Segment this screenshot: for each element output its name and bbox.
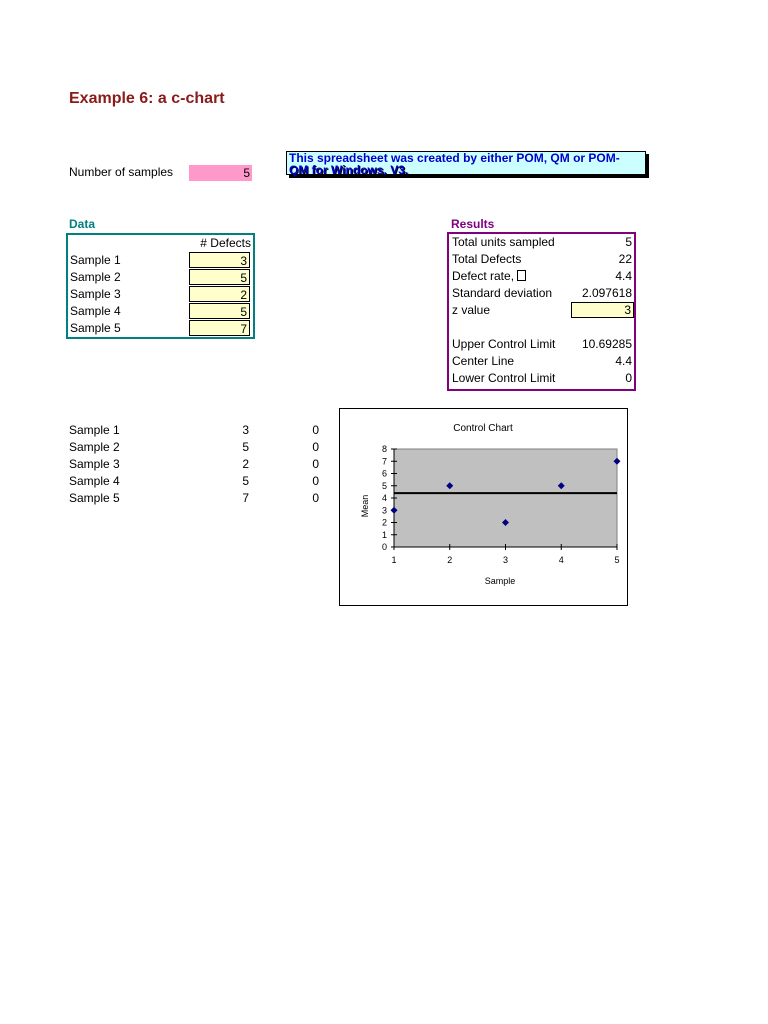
lower-value: 3 — [242, 423, 249, 437]
plot-area — [394, 449, 617, 547]
result-row — [449, 353, 634, 370]
result-value: 22 — [618, 252, 632, 266]
sample-name: Sample 4 — [70, 304, 121, 318]
lower-value: 2 — [242, 457, 249, 471]
lower-value: 5 — [242, 474, 249, 488]
data-row — [68, 269, 253, 286]
result-value: 5 — [625, 235, 632, 249]
control-chart[interactable] — [339, 408, 628, 606]
y-tick-label: 2 — [381, 517, 387, 528]
notice-line-2: QM for Windows, V3. — [289, 163, 409, 177]
lower-value: 7 — [242, 491, 249, 505]
result-row — [449, 268, 634, 285]
lambda-box-icon — [517, 270, 526, 281]
result-value: 10.69285 — [581, 337, 632, 351]
sample-name: Sample 2 — [70, 270, 121, 284]
result-row — [449, 336, 634, 353]
x-axis-label: Sample — [484, 576, 516, 586]
defect-rate-label: Defect rate, — [452, 269, 518, 283]
chart-title: Control Chart — [453, 423, 513, 434]
y-tick-label: 6 — [381, 468, 387, 479]
data-row — [68, 252, 253, 269]
result-value: 4.4 — [615, 269, 632, 283]
y-tick-label: 7 — [381, 456, 387, 467]
result-row — [449, 285, 634, 302]
result-value: 4.4 — [615, 354, 632, 368]
lower-sample-name: Sample 4 — [69, 474, 120, 488]
data-row — [68, 286, 253, 303]
num-samples-label: Number of samples — [69, 165, 174, 179]
lower-zero: 0 — [312, 474, 319, 488]
defects-cell[interactable]: 2 — [189, 286, 250, 302]
result-label: Lower Control Limit — [452, 371, 556, 385]
data-table — [66, 233, 255, 339]
lower-table-row — [69, 473, 329, 490]
result-row — [449, 302, 634, 319]
y-tick-label: 1 — [381, 529, 387, 540]
result-label: Total units sampled — [452, 235, 555, 249]
result-label: Upper Control Limit — [452, 337, 556, 351]
result-label: z value — [452, 303, 491, 317]
result-row — [449, 234, 634, 251]
lower-sample-name: Sample 5 — [69, 491, 120, 505]
lower-sample-name: Sample 1 — [69, 423, 120, 437]
defects-column-header: # Defects — [200, 236, 251, 250]
result-label: Standard deviation — [452, 286, 553, 300]
results-table — [447, 232, 636, 391]
defects-cell[interactable]: 7 — [189, 320, 250, 336]
result-label — [452, 268, 526, 285]
y-tick-label: 3 — [381, 505, 387, 516]
defects-cell[interactable]: 5 — [189, 303, 250, 319]
result-label: Total Defects — [452, 252, 522, 266]
sample-name: Sample 3 — [70, 287, 121, 301]
num-samples-input[interactable]: 5 — [189, 165, 252, 181]
x-tick-label: 4 — [558, 555, 564, 565]
notice-line-1: This spreadsheet was created by either POM, QM or POM- — [289, 151, 620, 165]
result-value: 0 — [625, 371, 632, 385]
defects-cell[interactable]: 5 — [189, 269, 250, 285]
result-value: 2.097618 — [581, 286, 632, 300]
result-row — [449, 370, 634, 387]
lower-table-row — [69, 422, 329, 439]
data-heading: Data — [69, 217, 96, 231]
lower-sample-name: Sample 2 — [69, 440, 120, 454]
data-row — [68, 320, 253, 337]
lower-table-row — [69, 439, 329, 456]
lower-zero: 0 — [312, 423, 319, 437]
y-tick-label: 8 — [381, 444, 387, 454]
x-tick-label: 3 — [502, 555, 509, 565]
defects-cell[interactable]: 3 — [189, 252, 250, 268]
lower-sample-name: Sample 3 — [69, 457, 120, 471]
lower-table-row — [69, 456, 329, 473]
y-tick-label: 4 — [381, 493, 387, 503]
x-tick-label: 2 — [447, 555, 453, 565]
lower-zero: 0 — [312, 440, 319, 454]
sample-name: Sample 5 — [70, 321, 121, 335]
y-tick-label: 0 — [381, 542, 387, 552]
x-tick-label: 1 — [391, 555, 397, 565]
lower-zero: 0 — [312, 491, 319, 505]
results-heading: Results — [451, 217, 495, 231]
lower-table-row — [69, 490, 329, 507]
info-notice — [286, 151, 646, 175]
result-row — [449, 251, 634, 268]
lower-zero: 0 — [312, 457, 319, 471]
result-label: Center Line — [452, 354, 515, 368]
lower-value: 5 — [242, 440, 249, 454]
y-tick-label: 5 — [381, 480, 387, 491]
data-row — [68, 303, 253, 320]
z-value-input[interactable]: 3 — [571, 302, 634, 318]
control-chart-svg — [340, 409, 627, 605]
sample-name: Sample 1 — [70, 253, 121, 267]
y-axis-label: Mean — [360, 494, 370, 518]
page-title: Example 6: a c-chart — [69, 90, 225, 107]
x-tick-label: 5 — [614, 555, 620, 565]
